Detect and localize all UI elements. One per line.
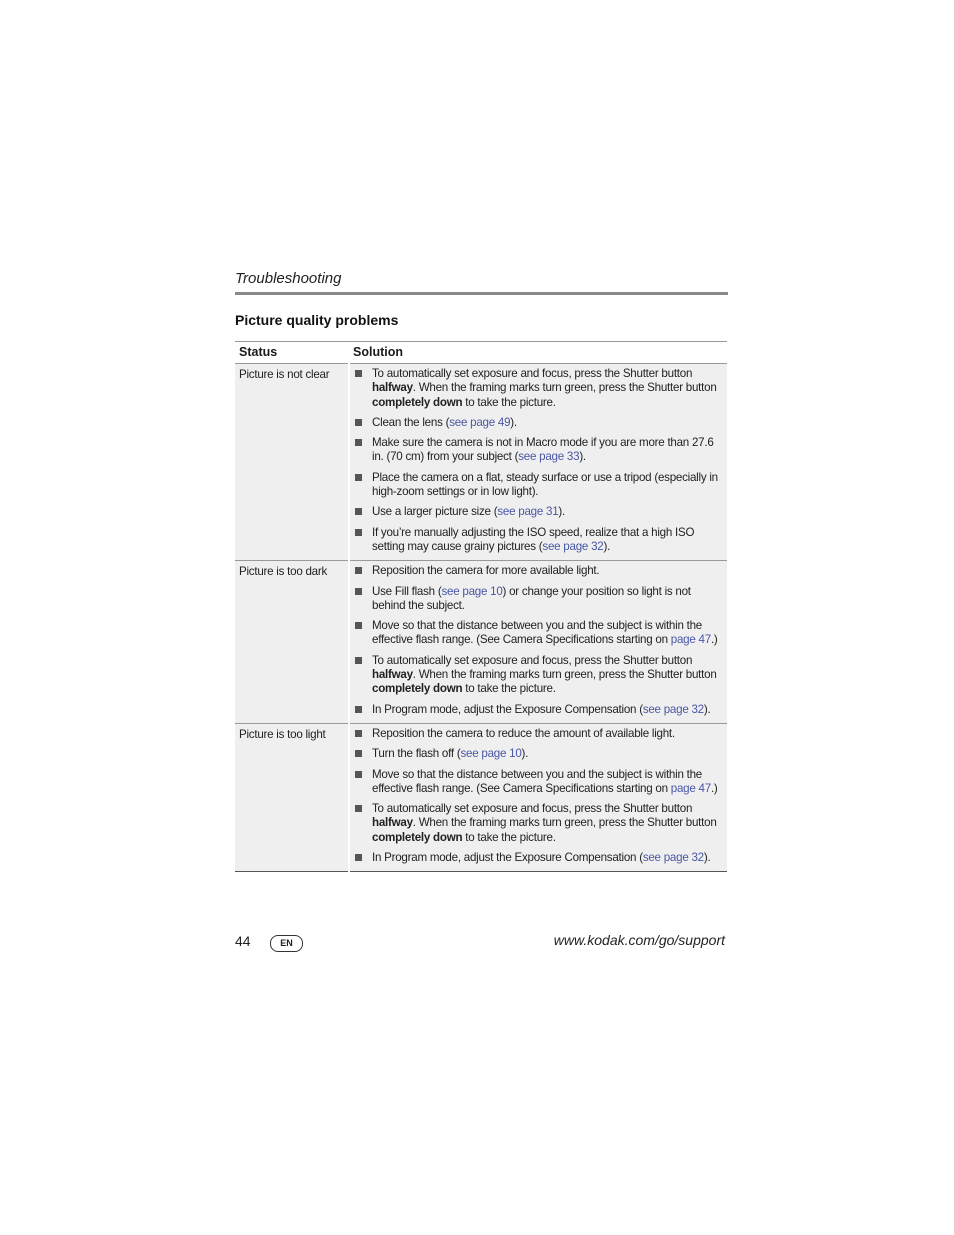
solution-list	[352, 727, 725, 865]
square-bullet-icon	[355, 657, 362, 664]
solution-text: Use Fill flash (	[372, 584, 442, 598]
square-bullet-icon	[355, 622, 362, 629]
page-reference-link[interactable]: see page 32	[642, 702, 704, 716]
table-header-row	[235, 342, 727, 364]
page-reference-link[interactable]: page 47	[670, 781, 711, 795]
solution-text: Place the camera on a flat, steady surface or use a tripod (especially in high-zoom settings or in low light).	[372, 470, 718, 499]
page-reference-link[interactable]: page 47	[670, 633, 711, 647]
column-header-solution: Solution	[349, 342, 727, 364]
solution-text: Move so that the distance between you and the subject is within the effective flash range. (See Camera Specifications starting on	[372, 619, 702, 647]
support-url[interactable]: www.kodak.com/go/support	[553, 932, 725, 948]
page-reference-link[interactable]: see page 33	[518, 450, 580, 464]
solution-text: To automatically set exposure and focus, press the Shutter button	[372, 367, 693, 380]
emphasis-text: halfway	[372, 668, 413, 682]
square-bullet-icon	[355, 706, 362, 713]
solution-text: ).	[603, 539, 611, 553]
solution-text: In Program mode, adjust the Exposure Compensation (	[372, 851, 643, 865]
page-reference-link[interactable]: see page 32	[542, 539, 604, 553]
square-bullet-icon	[355, 854, 362, 861]
square-bullet-icon	[355, 474, 362, 481]
solution-item	[352, 851, 725, 865]
table-row	[235, 723, 727, 871]
solution-text: ).	[703, 702, 711, 716]
solution-text: In Program mode, adjust the Exposure Compensation (	[372, 702, 643, 716]
solution-text: ).	[579, 450, 586, 464]
square-bullet-icon	[355, 419, 362, 426]
page-reference-link[interactable]: see page 10	[460, 747, 522, 761]
status-cell: Picture is too dark	[235, 561, 349, 724]
square-bullet-icon	[355, 805, 362, 812]
page-reference-link[interactable]: see page 49	[449, 415, 511, 429]
section-header: Troubleshooting	[235, 270, 342, 287]
solution-list	[352, 367, 725, 554]
solution-item	[352, 727, 725, 741]
solution-text: ).	[521, 747, 529, 761]
solution-cell	[349, 364, 727, 561]
solution-item	[352, 416, 725, 430]
solution-text: If you’re manually adjusting the ISO speed, realize that a high ISO setting may cause grainy pictures (	[372, 525, 695, 553]
solution-item	[352, 768, 725, 797]
header-rule	[235, 292, 728, 295]
table-row	[235, 364, 727, 561]
solution-text: to take the picture.	[462, 830, 556, 844]
emphasis-text: completely down	[372, 682, 463, 696]
status-cell: Picture is not clear	[235, 364, 349, 561]
solution-item	[352, 654, 725, 697]
solution-text: ).	[510, 415, 517, 429]
solution-item	[352, 505, 725, 519]
square-bullet-icon	[355, 370, 362, 377]
page-reference-link[interactable]: see page 31	[497, 505, 559, 519]
solution-item	[352, 802, 725, 845]
solution-text: ).	[558, 505, 566, 519]
solution-text: to take the picture.	[462, 682, 556, 696]
solution-text: Make sure the camera is not in Macro mode if you are more than 27.6 in. (70 cm) from your subject (	[372, 436, 714, 464]
page-title: Picture quality problems	[235, 312, 399, 328]
quality-problems-table	[235, 341, 727, 872]
status-cell: Picture is too light	[235, 723, 349, 871]
solution-item	[352, 703, 725, 717]
language-badge: EN	[270, 935, 303, 952]
solution-text: ).	[703, 851, 711, 865]
square-bullet-icon	[355, 529, 362, 536]
page-reference-link[interactable]: see page 10	[441, 584, 503, 598]
square-bullet-icon	[355, 508, 362, 515]
solution-text: .)	[710, 633, 718, 647]
solution-text: to take the picture.	[462, 395, 556, 409]
square-bullet-icon	[355, 439, 362, 446]
solution-text: To automatically set exposure and focus, press the Shutter button	[372, 653, 693, 667]
solution-item	[352, 585, 725, 614]
solution-item	[352, 526, 725, 555]
solution-cell	[349, 561, 727, 724]
solution-text: Use a larger picture size (	[372, 505, 498, 519]
solution-text: Clean the lens (	[372, 415, 450, 429]
solution-text: . When the framing marks turn green, press the Shutter button	[412, 381, 717, 395]
square-bullet-icon	[355, 567, 362, 574]
solution-item	[352, 471, 725, 500]
solution-item	[352, 747, 725, 761]
solution-item	[352, 619, 725, 648]
table-body	[235, 364, 727, 872]
solution-text: Turn the flash off (	[372, 747, 461, 761]
page-reference-link[interactable]: see page 32	[642, 851, 704, 865]
solution-text: . When the framing marks turn green, press the Shutter button	[412, 816, 717, 830]
square-bullet-icon	[355, 750, 362, 757]
square-bullet-icon	[355, 771, 362, 778]
page-number: 44	[235, 933, 251, 949]
emphasis-text: halfway	[372, 816, 413, 830]
emphasis-text: completely down	[372, 395, 463, 409]
column-header-status: Status	[235, 342, 349, 364]
square-bullet-icon	[355, 588, 362, 595]
solution-text: .)	[710, 781, 718, 795]
solution-text: . When the framing marks turn green, press the Shutter button	[412, 668, 717, 682]
solution-list	[352, 564, 725, 717]
square-bullet-icon	[355, 730, 362, 737]
solution-text: ) or change your position so light is not behind the subject.	[372, 584, 691, 612]
solution-text: Reposition the camera to reduce the amount of available light.	[372, 726, 675, 740]
solution-text: Move so that the distance between you and the subject is within the effective flash range. (See Camera Specifications starting on	[372, 767, 702, 795]
table-row	[235, 561, 727, 724]
emphasis-text: completely down	[372, 830, 463, 844]
solution-item	[352, 564, 725, 578]
emphasis-text: halfway	[372, 381, 413, 395]
solution-item	[352, 436, 725, 465]
solution-text: Reposition the camera for more available light.	[372, 564, 600, 578]
solution-item	[352, 367, 725, 410]
solution-text: To automatically set exposure and focus, press the Shutter button	[372, 802, 693, 816]
solution-cell	[349, 723, 727, 871]
